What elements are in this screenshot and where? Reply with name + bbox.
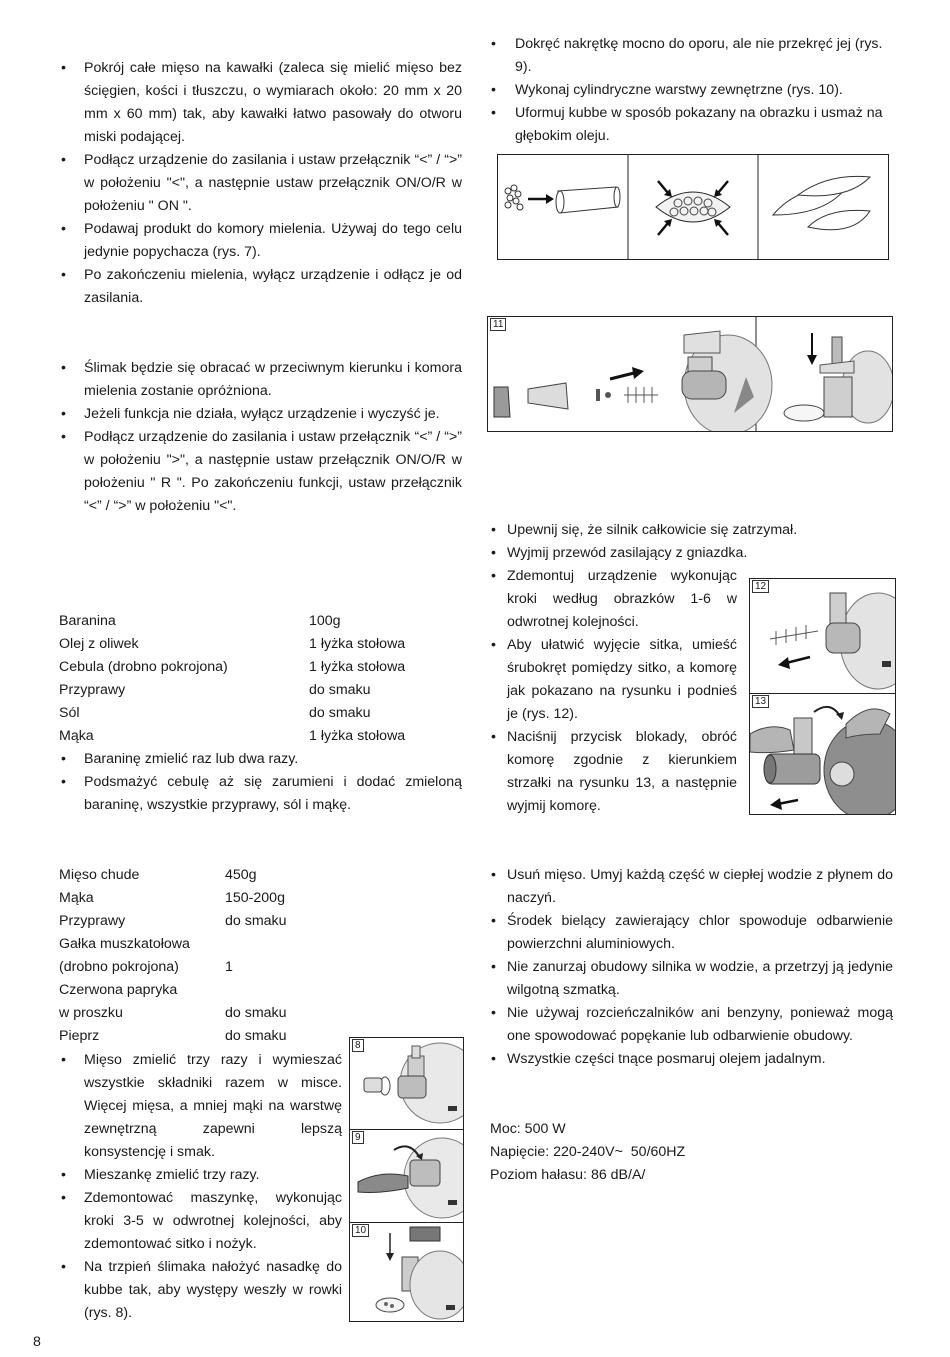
figure-number: 11 [490, 318, 506, 331]
ingredient-qty [225, 933, 287, 956]
spec-power: Moc: 500 W [490, 1121, 566, 1137]
table-row [59, 633, 405, 656]
figure-number: 13 [752, 695, 769, 708]
list-item: • Podawaj produkt do komory mielenia. Używaj do tego celu jedynie popychacza (rys. 7). [58, 218, 462, 264]
list-item: • Baraninę zmielić raz lub dwa razy. [58, 748, 462, 771]
recipe2-ingredients [59, 864, 287, 1048]
list-item: • Uformuj kubbe w sposób pokazany na obrazku i usmaż na głębokim oleju. [489, 102, 893, 148]
ingredient-qty: 1 łyżka stołowa [309, 659, 406, 675]
list-item: • Usuń mięso. Umyj każdą część w ciepłej wodzie z płynem do naczyń. [489, 864, 893, 910]
list-item: • Pokrój całe mięso na kawałki (zaleca się mielić mięso bez ścięgien, kości i tłuszczu, o wymiarach około: 20 mm x 20 mm x 60 mm) tak, aby kawałki łatwo pasowały do otworu miski podającej. [58, 57, 462, 149]
tighten-nut-illustration [350, 1130, 463, 1222]
list-item: • Na trzpień ślimaka nałożyć nasadkę do kubbe tak, aby występy weszły w rowki (rys. 8). [58, 1256, 342, 1325]
figure-number: 10 [352, 1224, 369, 1237]
ingredient-name: Mąka [59, 890, 94, 906]
table-row [59, 887, 287, 910]
remove-screen-illustration [750, 579, 895, 693]
list-item: • Nie używaj rozcieńczalników ani benzyny, ponieważ mogą one spowodować popękanie lub odbarwienie obudowy. [489, 1002, 893, 1048]
list-item: • Dokręć nakrętkę mocno do oporu, ale nie przekręć jej (rys. 9). [489, 33, 893, 79]
list-item: • Podłącz urządzenie do zasilania i ustaw przełącznik “<” / “>” w położeniu ">", a następnie ustaw przełącznik ON/O/R w położeniu " R ". Po zakończeniu funkcji, ustaw przełącznik “<” / “>” w położeniu "<". [58, 426, 462, 518]
ingredient-qty: do smaku [225, 1028, 287, 1044]
ingredient-qty: do smaku [225, 913, 287, 929]
figure-10 [349, 1222, 464, 1322]
list-item: • Po zakończeniu mielenia, wyłącz urządzenie i odłącz je od zasilania. [58, 264, 462, 310]
table-row [59, 725, 405, 748]
grinding-steps-list [58, 57, 462, 310]
table-row [59, 910, 287, 933]
ingredient-name: Cebula (drobno pokrojona) [59, 659, 228, 675]
ingredient-qty: 100g [309, 613, 341, 629]
ingredient-name: Sól [59, 705, 80, 721]
page-number: 8 [33, 1334, 41, 1350]
figure-9 [349, 1129, 464, 1223]
table-row [59, 933, 287, 956]
table-row [59, 1025, 287, 1048]
ingredient-qty: do smaku [225, 1005, 287, 1021]
list-item: • Wszystkie części tnące posmaruj olejem jadalnym. [489, 1048, 893, 1071]
ingredient-qty [225, 979, 287, 1002]
recipe1-ingredients [59, 610, 405, 748]
ingredient-qty: 150-200g [225, 890, 285, 906]
figure-13 [749, 693, 896, 815]
list-item: • Środek bielący zawierający chlor spowoduje odbarwienie powierzchni aluminiowych. [489, 910, 893, 956]
table-row [59, 1002, 287, 1025]
figure-8 [349, 1037, 464, 1130]
kubbe-attachment-illustration [350, 1038, 463, 1129]
ingredient-name: Przyprawy [59, 682, 126, 698]
ingredient-name: Mięso chude [59, 867, 140, 883]
ingredient-qty: 1 łyżka stołowa [309, 728, 406, 744]
list-item: • Podłącz urządzenie do zasilania i ustaw przełącznik “<” / “>” w położeniu "<", a następnie ustaw przełącznik ON/O/R w położeniu " ON ". [58, 149, 462, 218]
figure-11 [487, 316, 893, 432]
table-row [59, 864, 287, 887]
kubbe-shaping-illustration [498, 155, 888, 259]
list-item: • Ślimak będzie się obracać w przeciwnym kierunku i komora mielenia zostanie opróżniona. [58, 357, 462, 403]
recipe1-steps [58, 748, 462, 817]
ingredient-qty: 1 [225, 959, 233, 975]
figure-12 [749, 578, 896, 694]
figure-number: 9 [352, 1131, 364, 1144]
ingredient-qty: 450g [225, 867, 257, 883]
cleaning-list [489, 864, 893, 1071]
list-item: • Nie zanurzaj obudowy silnika w wodzie, a przetrzyj ją jedynie wilgotną szmatką. [489, 956, 893, 1002]
cylinder-forming-illustration [350, 1223, 463, 1321]
ingredient-name: Czerwona papryka [59, 982, 178, 998]
ingredient-qty: do smaku [309, 705, 371, 721]
ingredient-name: Baranina [59, 613, 116, 629]
reverse-function-list [58, 357, 462, 518]
list-item: • Jeżeli funkcja nie działa, wyłącz urządzenie i wyczyść je. [58, 403, 462, 426]
table-row [59, 656, 405, 679]
list-item: • Zdemontuj urządzenie wykonując kroki według obrazków 1-6 w odwrotnej kolejności. [489, 565, 737, 634]
ingredient-name: Gałka muszkatołowa [59, 936, 190, 952]
remove-chamber-illustration [750, 694, 895, 814]
ingredient-qty: 1 łyżka stołowa [309, 636, 406, 652]
ingredient-qty: do smaku [309, 682, 371, 698]
spec-voltage: Napięcie: 220-240V~ 50/60HZ [490, 1144, 686, 1160]
table-row [59, 679, 405, 702]
specs-block [490, 1118, 685, 1187]
list-item: • Wykonaj cylindryczne warstwy zewnętrzne (rys. 10). [489, 79, 893, 102]
ingredient-name: Pieprz [59, 1028, 100, 1044]
list-item: • Zdemontować maszynkę, wykonując kroki 3-5 w odwrotnej kolejności, aby zdemontować sitko i nożyk. [58, 1187, 342, 1256]
assembly-illustration [488, 317, 892, 431]
kubbe-steps-list [489, 33, 893, 148]
spec-noise: Poziom hałasu: 86 dB/A/ [490, 1167, 646, 1183]
ingredient-name: (drobno pokrojona) [59, 959, 179, 975]
table-row [59, 610, 405, 633]
ingredient-name: Olej z oliwek [59, 636, 139, 652]
figure-number: 12 [752, 580, 769, 593]
list-item: • Wyjmij przewód zasilający z gniazdka. [489, 542, 893, 565]
list-item: • Mieszankę zmielić trzy razy. [58, 1164, 342, 1187]
list-item: • Upewnij się, że silnik całkowicie się zatrzymał. [489, 519, 893, 542]
table-row [59, 702, 405, 725]
list-item: • Mięso zmielić trzy razy i wymieszać wszystkie składniki razem w misce. Więcej mięsa, a mniej mąki na warstwę zewnętrzną zapewni lepszą konsystencję i smak. [58, 1049, 342, 1164]
list-item: • Podsmażyć cebulę aż się zarumieni i dodać zmieloną baraninę, wszystkie przyprawy, sól i mąkę. [58, 771, 462, 817]
table-row [59, 979, 287, 1002]
figure-number: 8 [352, 1039, 364, 1052]
recipe2-steps [58, 1049, 342, 1325]
kubbe-shaping-figure [497, 154, 889, 260]
table-row [59, 956, 287, 979]
ingredient-name: w proszku [59, 1005, 123, 1021]
list-item: • Naciśnij przycisk blokady, obróć komorę zgodnie z kierunkiem strzałki na rysunku 13, a następnie wyjmij komorę. [489, 726, 737, 818]
ingredient-name: Mąka [59, 728, 94, 744]
ingredient-name: Przyprawy [59, 913, 126, 929]
list-item: • Aby ułatwić wyjęcie sitka, umieść śrubokręt pomiędzy sitko, a komorę jak pokazano na rysunku i podnieś je (rys. 12). [489, 634, 737, 726]
